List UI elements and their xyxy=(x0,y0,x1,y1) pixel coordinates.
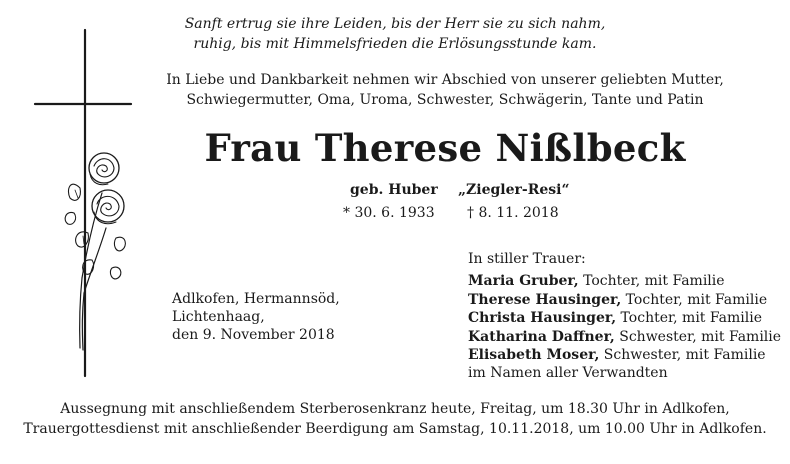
deceased-name: Frau Therese Nißlbeck xyxy=(204,126,686,170)
quote-line: Sanft ertrug sie ihre Leiden, bis der Herr sie zu sich nahm, xyxy=(184,16,606,32)
mourner-entry xyxy=(468,272,781,290)
mourner-name: Katharina Daffner, xyxy=(468,328,615,345)
mourners-heading: In stiller Trauer: xyxy=(468,251,586,267)
mourners-closing: im Namen aller Verwandten xyxy=(468,365,668,382)
mourner-entry xyxy=(468,309,781,327)
cross-with-roses-icon xyxy=(30,28,140,378)
service-line: Aussegnung mit anschließendem Sterberosenkranz heute, Freitag, um 18.30 Uhr in Adlkofen, xyxy=(60,401,730,417)
place-line: Lichtenhaag, xyxy=(172,309,265,325)
memorial-quote xyxy=(160,14,630,54)
mourner-relation: Schwester, mit Familie xyxy=(599,347,766,364)
death-date: † 8. 11. 2018 xyxy=(467,205,559,221)
mourner-relation: Tochter, mit Familie xyxy=(621,291,768,308)
mourners-list xyxy=(468,250,781,383)
mourner-relation: Tochter, mit Familie xyxy=(616,310,762,327)
service-details xyxy=(0,399,790,439)
mourner-name: Therese Hausinger, xyxy=(468,291,622,308)
date-line: den 9. November 2018 xyxy=(172,327,335,343)
mourner-entry xyxy=(468,346,781,364)
farewell-intro xyxy=(150,70,740,110)
mourner-name: Christa Hausinger, xyxy=(468,310,617,327)
place-and-date xyxy=(172,290,340,344)
quote-line: ruhig, bis mit Himmelsfrieden die Erlösungsstunde kam. xyxy=(193,36,597,52)
mourner-relation: Tochter, mit Familie xyxy=(578,273,725,290)
birth-name: geb. Huber xyxy=(350,182,438,198)
intro-line: In Liebe und Dankbarkeit nehmen wir Abschied von unserer geliebten Mutter, xyxy=(166,72,724,88)
mourner-entry xyxy=(468,291,781,309)
intro-line: Schwiegermutter, Oma, Uroma, Schwester, Schwägerin, Tante und Patin xyxy=(186,92,704,108)
mourner-name: Elisabeth Moser, xyxy=(468,347,600,364)
birth-date: * 30. 6. 1933 xyxy=(343,205,435,221)
mourner-relation: Schwester, mit Familie xyxy=(614,328,782,345)
nickname: „Ziegler-Resi“ xyxy=(458,182,570,198)
service-line: Trauergottesdienst mit anschließender Beerdigung am Samstag, 10.11.2018, um 10.00 Uhr in Adlkofen. xyxy=(23,421,767,437)
place-line: Adlkofen, Hermannsöd, xyxy=(172,291,340,307)
mourner-entry xyxy=(468,328,781,346)
mourner-name: Maria Gruber, xyxy=(468,273,579,290)
